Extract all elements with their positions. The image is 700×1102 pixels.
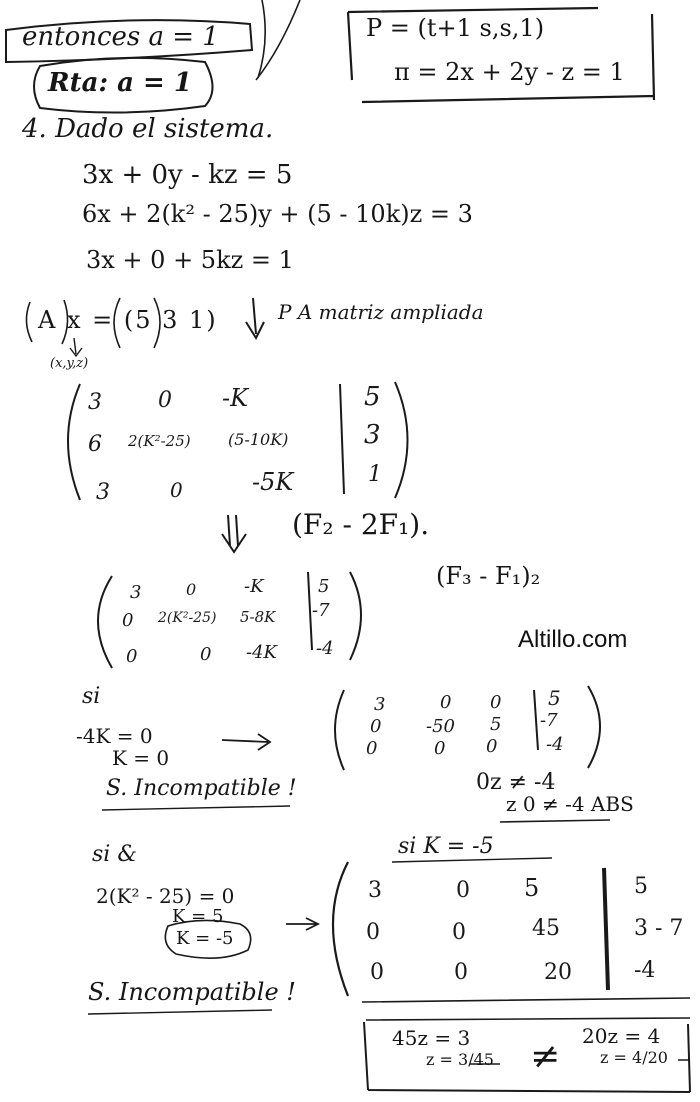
c2m-rhs-1: 5	[634, 874, 648, 899]
c2m-r1c2: 0	[456, 878, 470, 903]
case1-eq1: -4K = 0	[76, 724, 153, 748]
m2-r1c2: 0	[186, 580, 197, 599]
c2m-rhs-2: 3 - 7	[634, 916, 684, 941]
case2-si: si &	[92, 842, 137, 867]
equation-1: 3x + 0y - kz = 5	[82, 160, 293, 190]
c2m-r3c1: 0	[370, 960, 384, 985]
m1-r1c1: 3	[88, 390, 102, 415]
c2m-r1c3: 5	[524, 874, 540, 902]
c1m-r3c3: 0	[486, 736, 498, 757]
case1-result: S. Incompatible !	[106, 776, 297, 801]
c2m-r2c1: 0	[366, 920, 380, 945]
m1-r2c1: 6	[88, 432, 102, 457]
augmented-matrix-note: P A matriz ampliada	[278, 300, 484, 324]
m2-r3c3: -4K	[246, 642, 277, 663]
problem-heading: 4. Dado el sistema.	[22, 114, 274, 144]
case2-eq3: K = -5	[176, 928, 234, 949]
m1-r1c2: 0	[158, 388, 172, 413]
point-p: P = (t+1 s,s,1)	[366, 14, 545, 42]
answer-line: Rta: a = 1	[48, 68, 192, 98]
plane-pi: π = 2x + 2y - z = 1	[394, 58, 625, 86]
equation-3: 3x + 0 + 5kz = 1	[86, 246, 294, 274]
m2-rhs-3: -4	[316, 638, 334, 659]
m1-r2c2: 2(K²-25)	[128, 432, 191, 450]
bottom-eq-4: z = 4/20	[600, 1048, 668, 1067]
bottom-eq-3: 20z = 4	[582, 1024, 661, 1048]
bottom-eq-1: 45z = 3	[392, 1026, 471, 1050]
c2m-r3c3: 20	[544, 960, 572, 985]
c1m-rhs-3: -4	[546, 734, 564, 755]
m1-rhs-3: 1	[368, 462, 382, 487]
c1m-r1c3: 0	[490, 692, 502, 713]
c1m-r2c1: 0	[370, 716, 382, 737]
m2-r3c2: 0	[200, 644, 212, 665]
entonces-line: entonces a = 1	[22, 22, 219, 52]
c1m-rhs-2: -7	[540, 710, 558, 731]
c1m-r2c2: -50	[426, 716, 455, 737]
case1-eq2: K = 0	[112, 746, 170, 770]
c2m-r3c2: 0	[454, 960, 468, 985]
matrix-equation-vars: (x,y,z)	[50, 356, 89, 371]
m1-r2c3: (5-10K)	[228, 430, 289, 449]
m1-r3c2: 0	[170, 478, 183, 502]
m1-r3c3: -5K	[252, 468, 294, 496]
case1-note-2: z 0 ≠ -4 ABS	[506, 792, 634, 816]
c2m-rhs-3: -4	[634, 958, 656, 983]
matrix-equation: A x = (5 3 1)	[38, 306, 218, 334]
watermark: Altillo.com	[518, 626, 628, 653]
c1m-r3c2: 0	[434, 738, 446, 759]
m2-r3c1: 0	[126, 646, 138, 667]
case2-result: S. Incompatible !	[88, 978, 296, 1006]
case2-eq1: 2(K² - 25) = 0	[96, 884, 235, 908]
row-operation-1: (F₂ - 2F₁).	[292, 508, 430, 541]
case2-title: si K = -5	[398, 834, 494, 859]
bottom-eq-2: z = 3/45	[426, 1050, 494, 1069]
m2-rhs-2: -7	[312, 600, 330, 621]
m1-rhs-1: 5	[364, 382, 381, 412]
m1-r3c1: 3	[96, 480, 110, 505]
c2m-r1c1: 3	[368, 878, 382, 903]
c1m-r1c1: 3	[374, 694, 386, 715]
c1m-r2c3: 5	[490, 714, 502, 735]
c1m-r1c2: 0	[440, 692, 452, 713]
c2m-r2c3: 45	[532, 916, 560, 941]
m2-r2c1: 0	[122, 610, 134, 631]
m2-r2c2: 2(K²-25)	[158, 610, 217, 626]
m1-r1c3: -K	[222, 384, 249, 412]
m2-rhs-1: 5	[318, 576, 330, 597]
case1-si: si	[82, 684, 101, 709]
case1-note-1: 0z ≠ -4	[476, 770, 556, 795]
case2-eq2: K = 5	[172, 906, 224, 927]
equation-2: 6x + 2(k² - 25)y + (5 - 10k)z = 3	[82, 200, 473, 228]
not-equal-sign: ≠	[530, 1036, 561, 1077]
m2-r1c3: -K	[244, 576, 264, 597]
c1m-r3c1: 0	[366, 738, 378, 759]
c2m-r2c2: 0	[452, 920, 466, 945]
m2-r2c3: 5-8K	[240, 608, 276, 626]
row-operation-2: (F₃ - F₁)₂	[436, 562, 541, 590]
m1-rhs-2: 3	[364, 420, 381, 450]
m2-r1c1: 3	[130, 582, 142, 603]
c1m-rhs-1: 5	[548, 686, 561, 710]
